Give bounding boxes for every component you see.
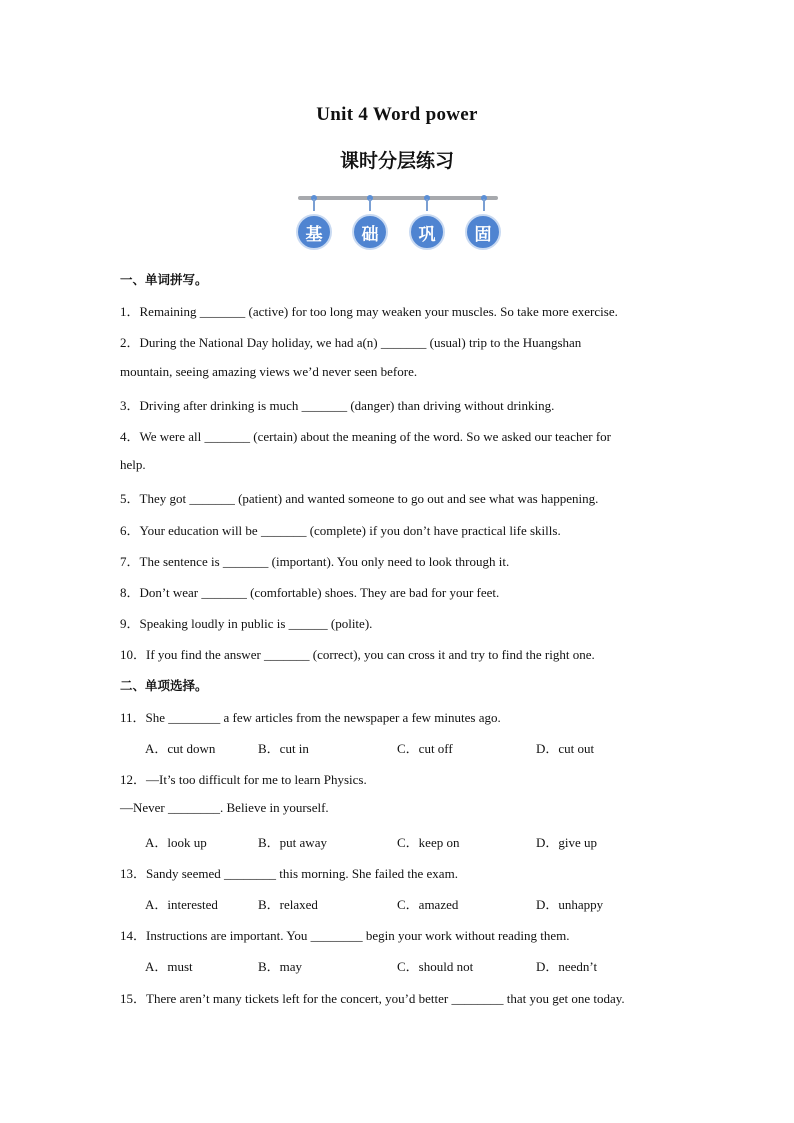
question-9: 9．Speaking loudly in public is ______ (polite). bbox=[120, 616, 373, 631]
banner-stem bbox=[483, 199, 485, 211]
question-2: 2．During the National Day holiday, we had a(n) _______ (usual) trip to the Huangshan bbox=[120, 335, 582, 350]
banner-stem bbox=[369, 199, 371, 211]
option-b: B．may bbox=[258, 959, 303, 974]
option-b: B．cut in bbox=[258, 741, 309, 756]
question-11: 11．She ________ a few articles from the newspaper a few minutes ago. bbox=[120, 710, 501, 725]
section-banner bbox=[296, 192, 502, 254]
section-heading-choice: 二、单项选择。 bbox=[120, 678, 208, 693]
question-7: 7．The sentence is _______ (important). You only need to look through it. bbox=[120, 554, 510, 569]
question-13: 13．Sandy seemed ________ this morning. She failed the exam. bbox=[120, 866, 458, 881]
option-d: D．unhappy bbox=[536, 897, 604, 912]
question-12-reply: —Never ________. Believe in yourself. bbox=[120, 800, 329, 815]
banner-char: 固 bbox=[465, 214, 501, 250]
banner-char: 巩 bbox=[409, 214, 445, 250]
banner-bar bbox=[298, 196, 498, 200]
question-8: 8．Don’t wear _______ (comfortable) shoes. They are bad for your feet. bbox=[120, 585, 500, 600]
question-10: 10．If you find the answer _______ (correct), you can cross it and try to find the right one. bbox=[120, 647, 595, 662]
option-b: B．put away bbox=[258, 835, 327, 850]
option-b: B．relaxed bbox=[258, 897, 318, 912]
question-14-options bbox=[0, 956, 794, 974]
question-15: 15．There aren’t many tickets left for the concert, you’d better ________ that you get one today. bbox=[120, 991, 625, 1006]
option-c: C．should not bbox=[397, 959, 474, 974]
question-1: 1．Remaining _______ (active) for too long may weaken your muscles. So take more exercise. bbox=[120, 304, 618, 319]
option-a: A．interested bbox=[145, 897, 218, 912]
question-12: 12．—It’s too difficult for me to learn Physics. bbox=[120, 772, 367, 787]
section-heading-spelling: 一、单词拼写。 bbox=[120, 272, 208, 287]
question-11-options bbox=[0, 738, 794, 756]
question-4: 4．We were all _______ (certain) about the meaning of the word. So we asked our teacher for bbox=[120, 429, 611, 444]
question-3: 3．Driving after drinking is much _______ (danger) than driving without drinking. bbox=[120, 398, 555, 413]
option-d: D．cut out bbox=[536, 741, 595, 756]
question-4-cont: help. bbox=[120, 457, 146, 472]
page-title: Unit 4 Word power bbox=[316, 104, 478, 125]
option-c: C．keep on bbox=[397, 835, 460, 850]
question-2-cont: mountain, seeing amazing views we’d never seen before. bbox=[120, 364, 418, 379]
option-c: C．amazed bbox=[397, 897, 459, 912]
question-13-options bbox=[0, 894, 794, 912]
page-subtitle: 课时分层练习 bbox=[339, 150, 454, 172]
option-c: C．cut off bbox=[397, 741, 453, 756]
option-d: D．needn’t bbox=[536, 959, 598, 974]
banner-stem bbox=[426, 199, 428, 211]
banner-char: 础 bbox=[352, 214, 388, 250]
question-5: 5．They got _______ (patient) and wanted someone to go out and see what was happening. bbox=[120, 491, 599, 506]
option-a: A．look up bbox=[145, 835, 207, 850]
question-6: 6．Your education will be _______ (complete) if you don’t have practical life skills. bbox=[120, 523, 561, 538]
option-d: D．give up bbox=[536, 835, 598, 850]
question-12-options bbox=[0, 832, 794, 850]
option-a: A．must bbox=[145, 959, 193, 974]
banner-char: 基 bbox=[296, 214, 332, 250]
banner-stem bbox=[313, 199, 315, 211]
option-a: A．cut down bbox=[145, 741, 216, 756]
question-14: 14．Instructions are important. You ________ begin your work without reading them. bbox=[120, 928, 570, 943]
